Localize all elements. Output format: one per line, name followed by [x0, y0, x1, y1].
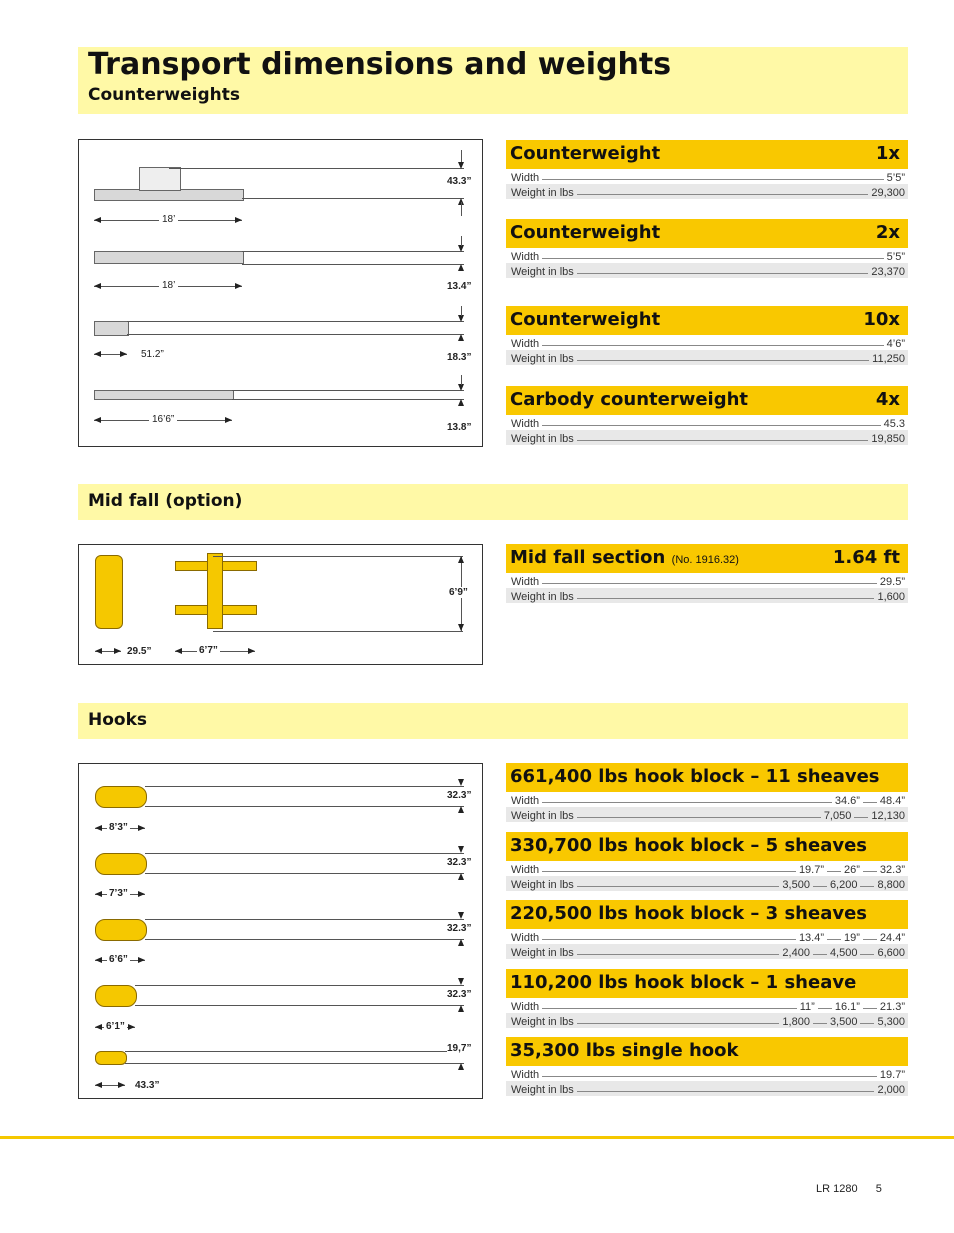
row-value: 19.7” [879, 1069, 905, 1081]
row-value: 2,400 [782, 947, 810, 959]
single-hook-drawing [95, 1051, 127, 1065]
dimension-line [145, 853, 464, 854]
spec-name: 220,500 lbs hook block – 3 sheaves [510, 903, 867, 924]
row-value: 19,850 [871, 433, 905, 445]
spec-name: 110,200 lbs hook block – 1 sheave [510, 972, 857, 993]
dimension-label: 18’ [159, 214, 178, 225]
row-label: Weight in lbs [511, 591, 574, 603]
section-subtitle-counterweights: Counterweights [88, 85, 240, 105]
dimension-line [125, 1063, 464, 1064]
dimension-line [127, 334, 464, 335]
row-label: Weight in lbs [511, 810, 574, 822]
arrow-up-icon [458, 556, 464, 563]
spec-quantity: 1x [875, 143, 900, 164]
spec-midfall-section [506, 544, 908, 603]
row-value: 6,200 [829, 879, 858, 891]
spec-counterweight-1x [506, 140, 908, 199]
dimension-label: 18.3” [447, 352, 472, 363]
spec-single-hook [506, 1037, 908, 1096]
row-label: Weight in lbs [511, 1016, 574, 1028]
dimension-label: 7’3” [109, 888, 128, 899]
dimension-line [232, 390, 464, 391]
dimension-line [135, 1005, 464, 1006]
spec-note: (No. 1916.32) [671, 554, 739, 566]
row-value: 11” [799, 1001, 815, 1013]
dimension-label: 6’9” [449, 587, 468, 598]
arrow-left-icon [175, 648, 182, 654]
midfall-band [78, 484, 908, 520]
arrow-left-icon [95, 1024, 102, 1030]
footer-rule [0, 1136, 954, 1139]
arrow-down-icon [458, 162, 464, 169]
row-label: Weight in lbs [511, 353, 574, 365]
spec-counterweight-10x [506, 306, 908, 365]
midfall-front-drawing [207, 553, 223, 629]
counterweight-drawing [94, 321, 129, 336]
dimension-line [145, 873, 464, 874]
row-label: Width [511, 172, 540, 184]
dimension-line [461, 306, 462, 316]
arrow-right-icon [114, 648, 121, 654]
dimension-line [461, 236, 462, 246]
arrow-right-icon [235, 283, 242, 289]
dimension-line [213, 556, 463, 557]
arrow-up-icon [458, 264, 464, 271]
dimension-line [461, 202, 462, 216]
row-label: Width [511, 1001, 540, 1013]
row-value: 2,000 [877, 1084, 905, 1096]
arrow-up-icon [458, 1005, 464, 1012]
dimension-line [213, 631, 463, 632]
row-value: 19” [844, 932, 860, 944]
spec-counterweight-2x [506, 219, 908, 278]
counterweight-drawing [94, 251, 244, 264]
row-label: Width [511, 795, 540, 807]
dimension-label: 6’7” [199, 645, 218, 656]
header-band [78, 47, 908, 114]
spec-header [506, 900, 908, 929]
spec-carbody-counterweight [506, 386, 908, 445]
arrow-down-icon [458, 912, 464, 919]
row-value: 11,250 [872, 353, 905, 365]
arrow-up-icon [458, 806, 464, 813]
arrow-right-icon [138, 825, 145, 831]
counterweight-drawing [94, 390, 234, 400]
dimension-label: 32.3” [447, 989, 472, 1000]
spec-name: 330,700 lbs hook block – 5 sheaves [510, 835, 867, 856]
spec-row-width [506, 573, 908, 588]
arrow-down-icon [458, 384, 464, 391]
midfall-side-drawing [95, 555, 123, 629]
row-value: 5’5” [886, 172, 905, 184]
spec-row-width [506, 792, 908, 807]
arrow-left-icon [95, 1082, 102, 1088]
spec-header [506, 219, 908, 248]
arrow-left-icon [94, 417, 101, 423]
spec-row-weight [506, 1013, 908, 1028]
arrow-right-icon [235, 217, 242, 223]
row-label: Weight in lbs [511, 187, 574, 199]
row-label: Width [511, 338, 540, 350]
spec-header [506, 763, 908, 792]
row-value: 16.1” [834, 1001, 860, 1013]
dimension-line [127, 321, 464, 322]
hook-block-drawing [95, 786, 147, 808]
arrow-left-icon [95, 825, 102, 831]
arrow-right-icon [225, 417, 232, 423]
hook-block-drawing [95, 919, 147, 941]
row-value: 26” [844, 864, 860, 876]
arrow-down-icon [458, 245, 464, 252]
page-footer [816, 1183, 882, 1195]
dimension-label: 6’1” [106, 1021, 125, 1032]
spec-name: Carbody counterweight [510, 389, 749, 410]
dimension-line [145, 786, 464, 787]
row-value: 21.3” [879, 1001, 905, 1013]
spec-row-weight [506, 350, 908, 365]
spec-row-weight [506, 430, 908, 445]
row-label: Width [511, 932, 540, 944]
spec-row-width [506, 998, 908, 1013]
spec-header [506, 386, 908, 415]
spec-header [506, 140, 908, 169]
spec-row-weight [506, 944, 908, 959]
dimension-label: 13.4” [447, 281, 472, 292]
row-value: 8,800 [877, 879, 905, 891]
row-value: 48.4” [879, 795, 905, 807]
spec-header [506, 832, 908, 861]
dimension-label: 32.3” [447, 790, 472, 801]
arrow-left-icon [95, 648, 102, 654]
arrow-up-icon [458, 399, 464, 406]
dimension-line [242, 264, 464, 265]
spec-row-width [506, 415, 908, 430]
spec-quantity: 4x [875, 389, 900, 410]
spec-row-width [506, 335, 908, 350]
arrow-right-icon [248, 648, 255, 654]
dimension-line [461, 375, 462, 385]
arrow-up-icon [458, 334, 464, 341]
row-value: 1,600 [877, 591, 905, 603]
dimension-line [145, 919, 464, 920]
spec-name: Mid fall section (No. 1916.32) [510, 547, 739, 568]
arrow-right-icon [128, 1024, 135, 1030]
spec-hook-11-sheaves [506, 763, 908, 822]
spec-hook-3-sheaves [506, 900, 908, 959]
row-value: 5’5” [886, 251, 905, 263]
spec-row-weight [506, 184, 908, 199]
arrow-down-icon [458, 315, 464, 322]
arrow-right-icon [138, 891, 145, 897]
row-value: 4’6” [886, 338, 905, 350]
dimension-line [232, 399, 464, 400]
arrow-left-icon [95, 891, 102, 897]
midfall-diagram [78, 544, 483, 665]
row-value: 7,050 [823, 810, 852, 822]
spec-name: Counterweight [510, 309, 661, 330]
dimension-line [169, 168, 464, 169]
row-value: 29,300 [871, 187, 905, 199]
row-value: 34.6” [834, 795, 860, 807]
row-label: Weight in lbs [511, 879, 574, 891]
dimension-label: 16’6” [149, 414, 177, 425]
dimension-label: 32.3” [447, 857, 472, 868]
arrow-up-icon [458, 939, 464, 946]
dimension-label: 13.8” [447, 422, 472, 433]
row-label: Weight in lbs [511, 1084, 574, 1096]
arrow-down-icon [458, 978, 464, 985]
spec-row-weight [506, 588, 908, 603]
row-value: 29.5” [879, 576, 905, 588]
row-value: 24.4” [879, 932, 905, 944]
spec-header [506, 544, 908, 573]
dimension-line [145, 939, 464, 940]
row-value: 5,300 [877, 1016, 905, 1028]
spec-row-weight [506, 876, 908, 891]
dimension-label: 29.5” [127, 646, 152, 657]
dimension-line [125, 1051, 464, 1052]
dimension-label: 18’ [159, 280, 178, 291]
row-label: Width [511, 576, 540, 588]
dimension-line [145, 806, 464, 807]
section-title-hooks: Hooks [88, 710, 148, 730]
spec-quantity: 10x [863, 309, 900, 330]
row-value: 32.3” [879, 864, 905, 876]
spec-header [506, 1037, 908, 1066]
spec-name: Counterweight [510, 222, 661, 243]
row-value: 23,370 [871, 266, 905, 278]
spec-quantity: 1.64 ft [832, 547, 900, 568]
row-label: Width [511, 251, 540, 263]
hook-block-drawing [95, 853, 147, 875]
row-value: 3,500 [829, 1016, 858, 1028]
arrow-right-icon [138, 957, 145, 963]
arrow-left-icon [94, 217, 101, 223]
dimension-line [135, 985, 464, 986]
dimension-line [242, 198, 464, 199]
row-label: Width [511, 418, 540, 430]
arrow-up-icon [458, 1063, 464, 1070]
spec-hook-5-sheaves [506, 832, 908, 891]
row-value: 12,130 [871, 810, 905, 822]
spec-row-width [506, 861, 908, 876]
row-value: 19.7” [798, 864, 825, 876]
row-value: 13.4” [798, 932, 825, 944]
arrow-down-icon [458, 779, 464, 786]
dimension-label: 6’6” [109, 954, 128, 965]
row-value: 4,500 [829, 947, 858, 959]
spec-hook-1-sheave [506, 969, 908, 1028]
spec-row-width [506, 169, 908, 184]
dimension-label: 43.3” [447, 176, 472, 187]
arrow-left-icon [94, 351, 101, 357]
spec-row-weight [506, 263, 908, 278]
row-value: 45.3 [883, 418, 905, 430]
spec-quantity: 2x [875, 222, 900, 243]
spec-row-width [506, 1066, 908, 1081]
spec-header [506, 969, 908, 998]
row-label: Width [511, 1069, 540, 1081]
row-value: 1,800 [782, 1016, 810, 1028]
counterweight-drawing [139, 167, 181, 191]
row-label: Weight in lbs [511, 433, 574, 445]
arrow-up-icon [458, 873, 464, 880]
dimension-label: 32.3” [447, 923, 472, 934]
hook-block-drawing [95, 985, 137, 1007]
spec-name: Counterweight [510, 143, 661, 164]
arrow-right-icon [120, 351, 127, 357]
spec-row-weight [506, 1081, 908, 1096]
hooks-band [78, 703, 908, 739]
dimension-line [242, 251, 464, 252]
hooks-diagram [78, 763, 483, 1099]
dimension-label: 43.3” [135, 1080, 160, 1091]
arrow-right-icon [118, 1082, 125, 1088]
row-label: Weight in lbs [511, 947, 574, 959]
model-label: LR 1280 [816, 1183, 858, 1195]
spec-header [506, 306, 908, 335]
row-value: 3,500 [782, 879, 810, 891]
spec-name: 661,400 lbs hook block – 11 sheaves [510, 766, 880, 787]
counterweight-diagram [78, 139, 483, 447]
arrow-left-icon [95, 957, 102, 963]
dimension-label: 51.2” [141, 349, 164, 360]
spec-name: 35,300 lbs single hook [510, 1040, 739, 1061]
arrow-left-icon [94, 283, 101, 289]
row-label: Width [511, 864, 540, 876]
row-value: 6,600 [877, 947, 905, 959]
page-title: Transport dimensions and weights [88, 47, 672, 82]
dimension-label: 19,7” [447, 1043, 472, 1054]
arrow-down-icon [458, 846, 464, 853]
section-title-midfall: Mid fall (option) [88, 491, 243, 511]
arrow-down-icon [458, 624, 464, 631]
page-number: 5 [875, 1183, 882, 1195]
spec-row-width [506, 929, 908, 944]
spec-row-width [506, 248, 908, 263]
row-label: Weight in lbs [511, 266, 574, 278]
spec-row-weight [506, 807, 908, 822]
dimension-label: 8’3” [109, 822, 128, 833]
